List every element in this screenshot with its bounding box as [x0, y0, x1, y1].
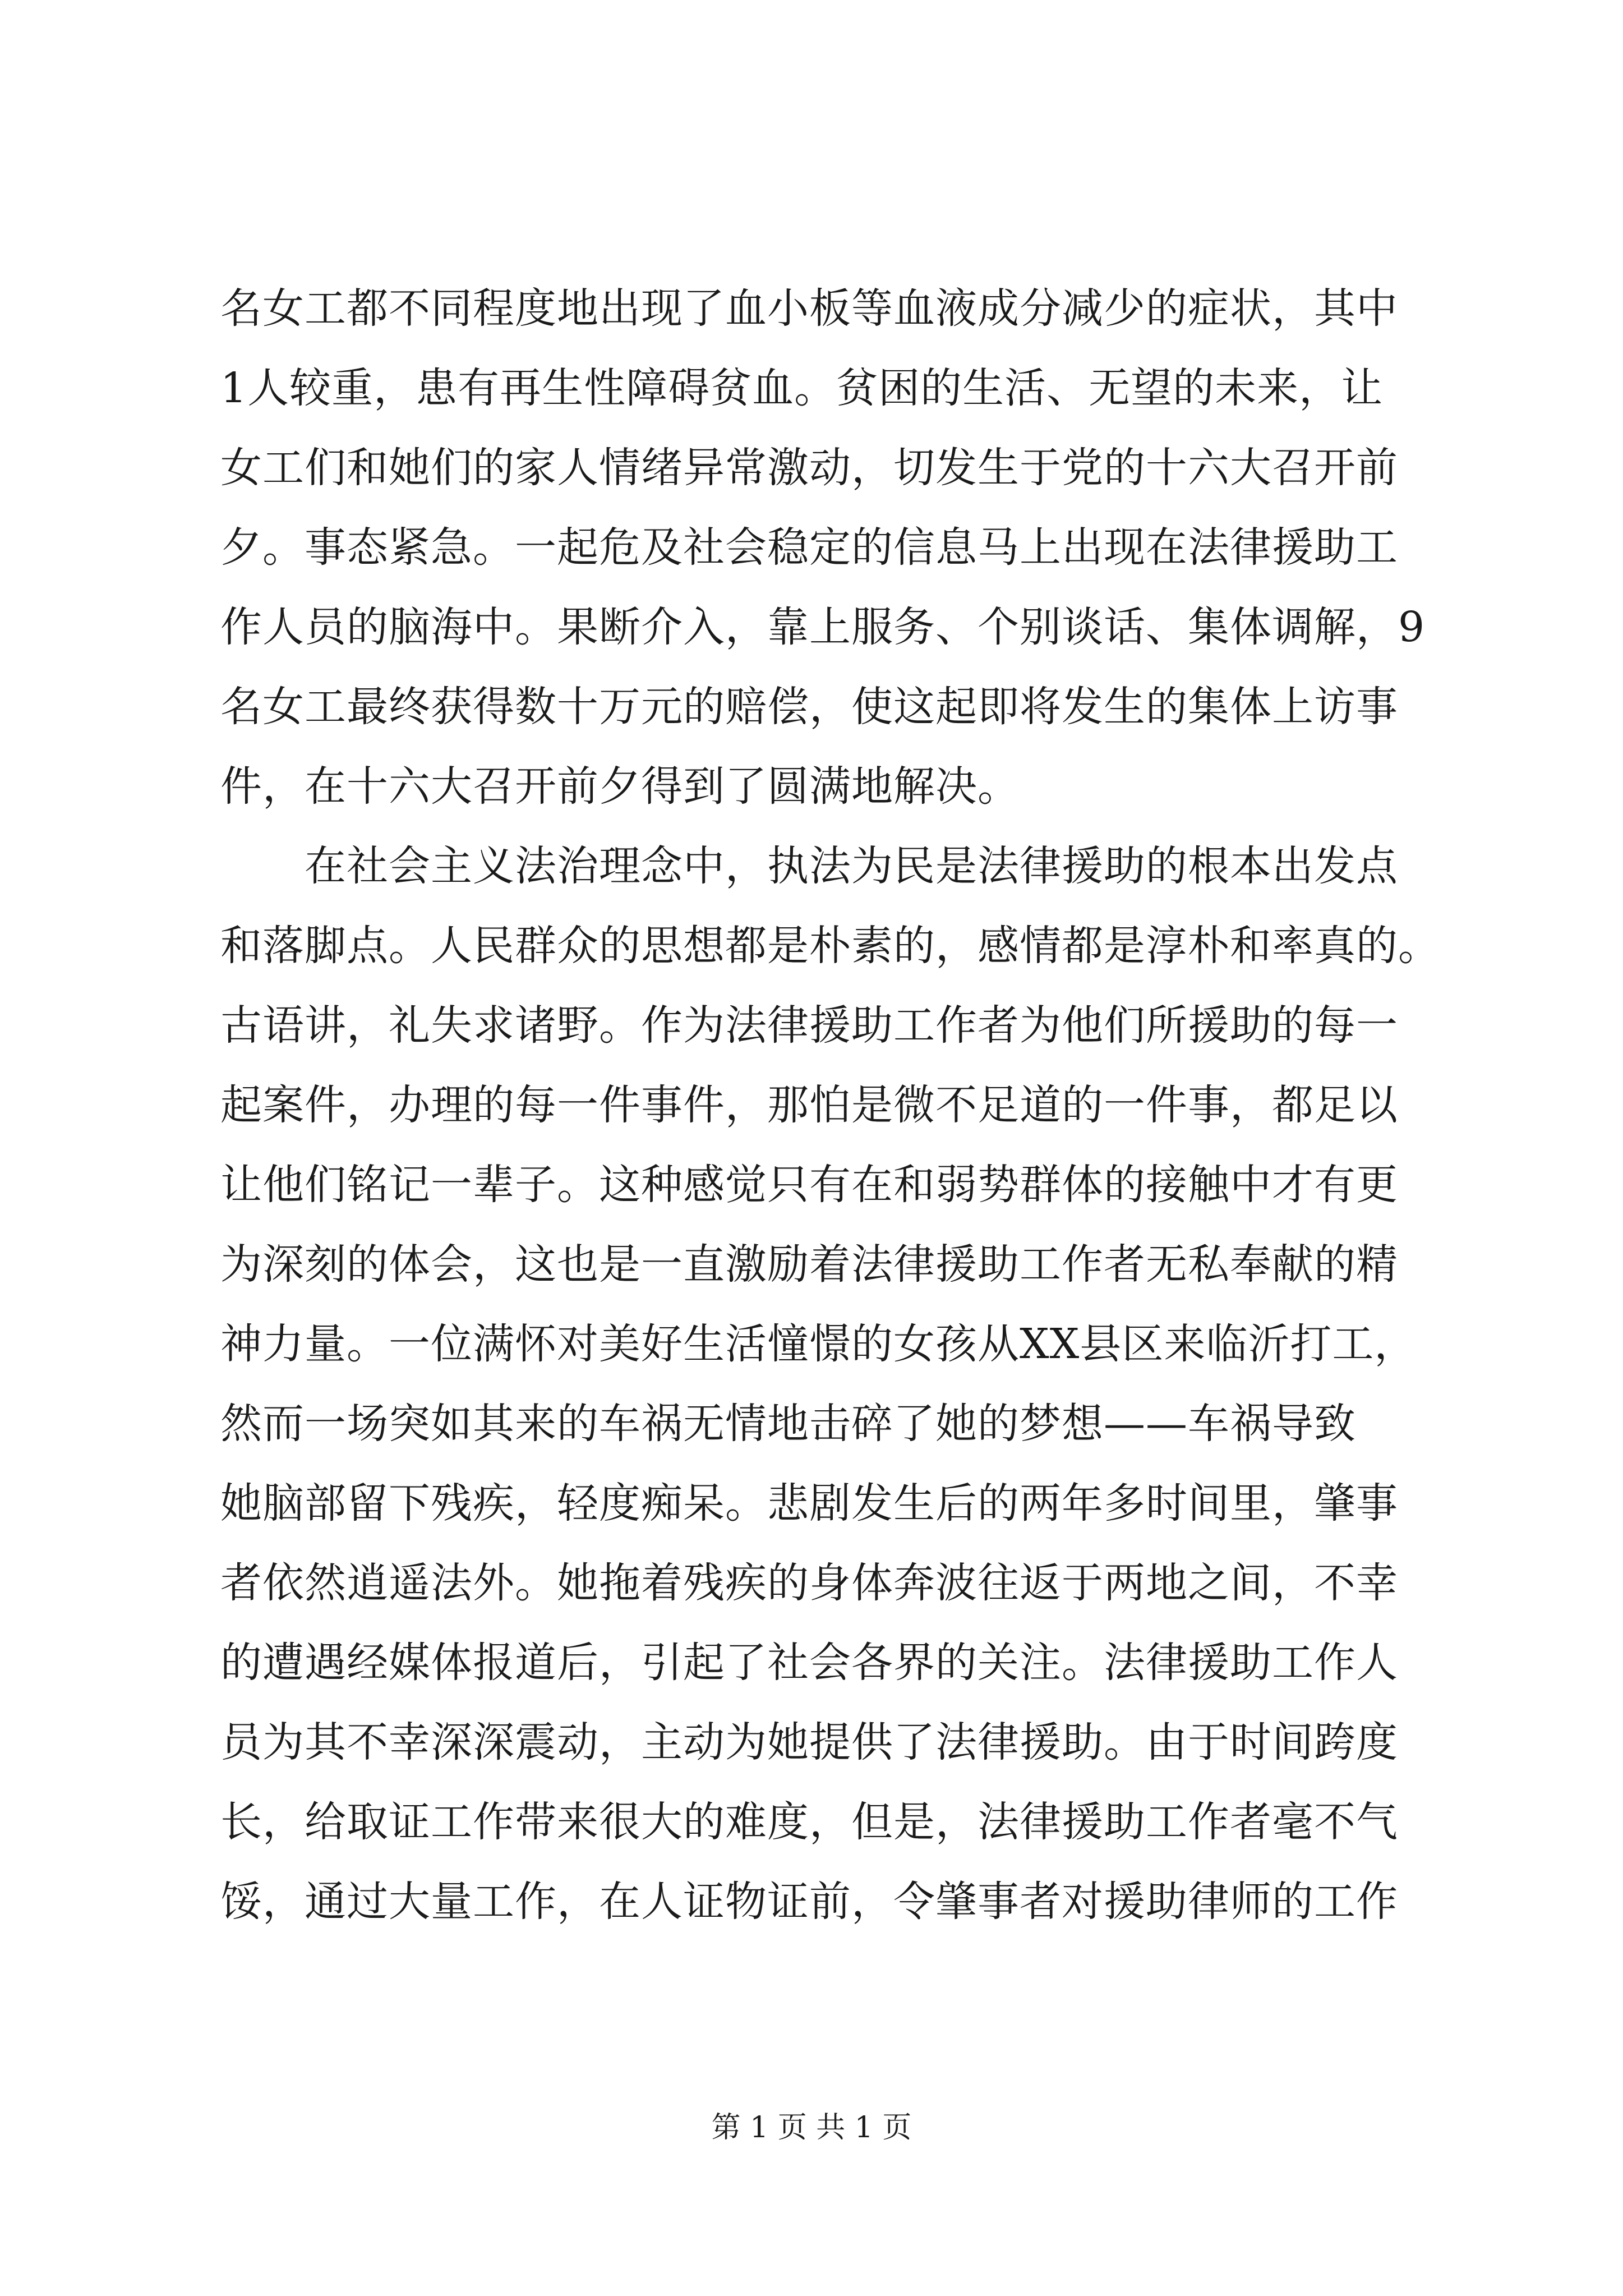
text-line: 者依然逍遥法外。她拖着残疾的身体奔波往返于两地之间，不幸 [220, 1559, 1398, 1607]
text-line: 和落脚点。人民群众的思想都是朴素的，感情都是淳朴和率真的。 [220, 922, 1440, 970]
text-line: 她脑部留下残疾，轻度痴呆。悲剧发生后的两年多时间里，肇事 [220, 1479, 1398, 1527]
text-line: 起案件，办理的每一件事件，那怕是微不足道的一件事，都足以 [220, 1081, 1398, 1129]
text-line: 古语讲，礼失求诸野。作为法律援助工作者为他们所援助的每一 [220, 1001, 1398, 1050]
text-line: 然而一场突如其来的车祸无情地击碎了她的梦想——车祸导致 [220, 1400, 1356, 1448]
text-line: 作人员的脑海中。果断介入，靠上服务、个别谈话、集体调解，9 [220, 603, 1426, 651]
text-line: 馁，通过大量工作，在人证物证前，令肇事者对援助律师的工作 [220, 1878, 1398, 1926]
text-line: 员为其不幸深深震动，主动为她提供了法律援助。由于时间跨度 [220, 1718, 1398, 1766]
text-line: 让他们铭记一辈子。这种感觉只有在和弱势群体的接触中才有更 [220, 1161, 1398, 1209]
paragraph-first-line: 在社会主义法治理念中，执法为民是法律援助的根本出发点 [220, 842, 1398, 890]
text-line: 的遭遇经媒体报道后，引起了社会各界的关注。法律援助工作人 [220, 1639, 1398, 1687]
text-line: 长，给取证工作带来很大的难度，但是，法律援助工作者毫不气 [220, 1798, 1398, 1846]
page-number-label: 第 1 页 共 1 页 [711, 2111, 912, 2145]
text-line: 名女工最终获得数十万元的赔偿，使这起即将发生的集体上访事 [220, 683, 1398, 731]
page-footer [0, 2108, 1623, 2147]
text-line: 件，在十六大召开前夕得到了圆满地解决。 [220, 762, 1020, 811]
text-line: 为深刻的体会，这也是一直激励着法律援助工作者无私奉献的精 [220, 1240, 1398, 1289]
text-line: 夕。事态紧急。一起危及社会稳定的信息马上出现在法律援助工 [220, 523, 1398, 572]
text-line: 名女工都不同程度地出现了血小板等血液成分减少的症状，其中 [220, 284, 1398, 333]
text-line: 女工们和她们的家人情绪异常激动，切发生于党的十六大召开前 [220, 444, 1398, 492]
text-line: 神力量。一位满怀对美好生活憧憬的女孩从XX县区来临沂打工， [220, 1320, 1417, 1368]
text-line: 1人较重，患有再生性障碍贫血。贫困的生活、无望的未来，让 [220, 364, 1384, 412]
